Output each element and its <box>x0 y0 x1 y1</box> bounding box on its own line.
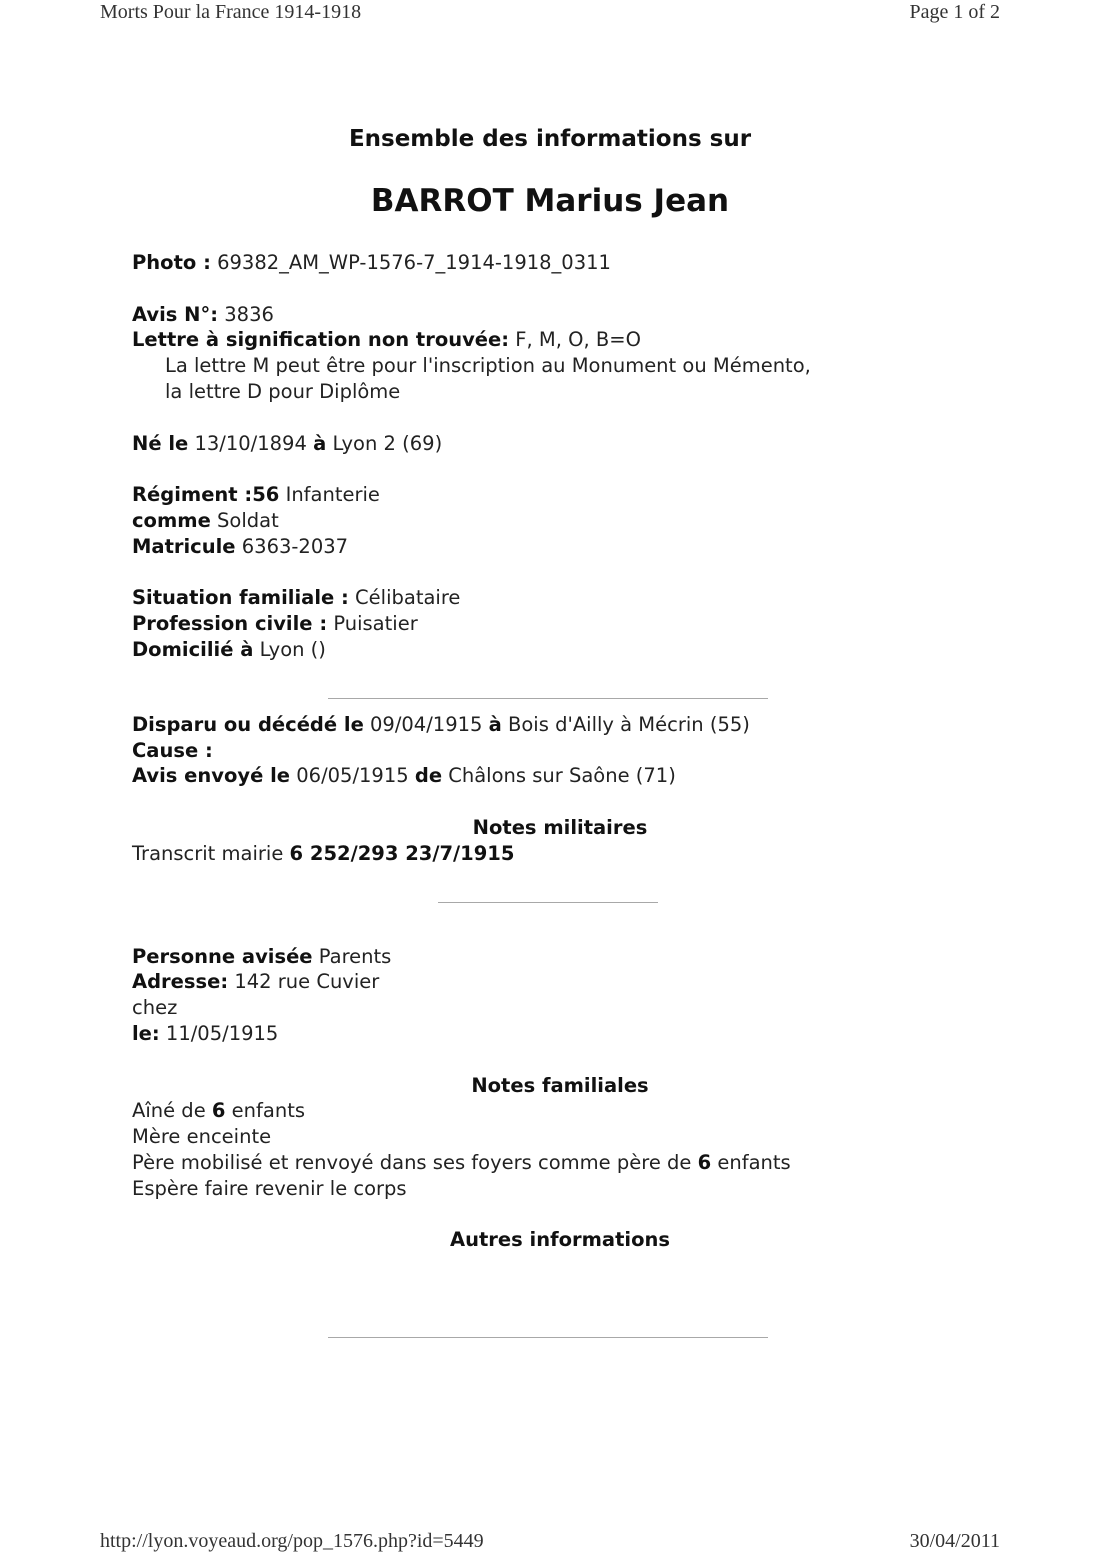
naissance-row <box>132 431 952 457</box>
profession-row <box>132 611 952 637</box>
regiment-number: 56 <box>252 483 280 507</box>
naissance-date: 13/10/1894 <box>194 431 307 455</box>
comme-row <box>132 508 952 534</box>
nf3-a: Père mobilisé et renvoyé dans ses foyers comme père de <box>132 1150 692 1174</box>
lettre-note-2: la lettre D pour Diplôme <box>165 379 401 403</box>
photo-label: Photo : <box>132 251 211 274</box>
le-label: le: <box>132 1021 160 1045</box>
deces-label: Disparu ou décédé le <box>132 712 364 736</box>
photo-row <box>132 250 952 276</box>
print-date: 30/04/2011 <box>909 1530 1000 1552</box>
deces-a: à <box>488 712 502 736</box>
page-number: Page 1 of 2 <box>909 1 1000 23</box>
le-row <box>132 1021 952 1047</box>
comme-value: Soldat <box>217 508 279 532</box>
deces-date: 09/04/1915 <box>370 712 483 736</box>
notes-familiales-line-4: Espère faire revenir le corps <box>132 1176 407 1200</box>
nf1-c: enfants <box>231 1099 306 1123</box>
regiment-row <box>132 482 952 508</box>
personne-value: Parents <box>318 944 392 968</box>
lettre-row <box>132 327 952 353</box>
cause-label: Cause : <box>132 738 213 762</box>
domicile-row <box>132 637 952 663</box>
nf3-b: 6 <box>697 1150 712 1174</box>
situation-row <box>132 585 952 611</box>
naissance-label: Né le <box>132 431 189 455</box>
lettre-value: F, M, O, B=O <box>515 328 641 352</box>
personne-row <box>132 944 952 970</box>
adresse-label: Adresse: <box>132 970 229 994</box>
naissance-lieu: Lyon 2 (69) <box>332 431 443 455</box>
lettre-label: Lettre à signification non trouvée: <box>132 328 510 352</box>
notes-familiales-heading: Notes familiales <box>471 1073 649 1097</box>
adresse-row <box>132 969 952 995</box>
avis-envoye-row <box>132 763 952 789</box>
page-url: http://lyon.voyeaud.org/pop_1576.php?id=5449 <box>100 1530 484 1552</box>
chez-row: chez <box>132 996 178 1020</box>
le-value: 11/05/1915 <box>165 1021 279 1045</box>
nf1-b: 6 <box>211 1099 226 1123</box>
profession-label: Profession civile : <box>132 612 328 636</box>
avis-label: Avis N°: <box>132 302 219 326</box>
person-name: BARROT Marius Jean <box>370 183 730 219</box>
domicile-label: Domicilié à <box>132 637 254 661</box>
notes-familiales-line-1 <box>132 1098 952 1124</box>
notes-militaires-heading: Notes militaires <box>472 815 648 839</box>
notes-familiales-line-3 <box>132 1150 952 1176</box>
avis-envoye-label: Avis envoyé le <box>132 764 291 788</box>
naissance-a: à <box>313 431 327 455</box>
matricule-row <box>132 534 952 560</box>
page-title: Ensemble des informations sur <box>348 126 752 152</box>
notes-militaires-prefix: Transcrit mairie <box>132 841 284 865</box>
notes-militaires-value: 6 252/293 23/7/1915 <box>289 841 515 865</box>
photo-value: 69382_AM_WP-1576-7_1914-1918_0311 <box>217 251 611 274</box>
deces-lieu: Bois d'Ailly à Mécrin (55) <box>508 712 750 736</box>
record-details <box>132 250 952 1338</box>
avis-envoye-de: de <box>414 764 443 788</box>
personne-label: Personne avisée <box>132 944 313 968</box>
notes-militaires-text <box>132 841 952 867</box>
avis-value: 3836 <box>224 302 274 326</box>
comme-label: comme <box>132 508 211 532</box>
situation-value: Célibataire <box>355 586 461 610</box>
regiment-value: Infanterie <box>285 483 380 507</box>
avis-row <box>132 302 952 328</box>
cause-row <box>132 738 952 764</box>
divider <box>328 1337 768 1338</box>
nf1-a: Aîné de <box>132 1099 206 1123</box>
situation-label: Situation familiale : <box>132 586 349 610</box>
deces-row <box>132 712 952 738</box>
avis-envoye-lieu: Châlons sur Saône (71) <box>448 764 676 788</box>
matricule-label: Matricule <box>132 534 236 558</box>
avis-envoye-date: 06/05/1915 <box>296 764 409 788</box>
profession-value: Puisatier <box>333 612 418 636</box>
adresse-value: 142 rue Cuvier <box>234 970 380 994</box>
lettre-note-1: La lettre M peut être pour l'inscription au Monument ou Mémento, <box>165 354 811 378</box>
regiment-label: Régiment : <box>132 483 253 507</box>
autres-informations-heading: Autres informations <box>450 1228 670 1252</box>
notes-familiales-line-2: Mère enceinte <box>132 1125 272 1149</box>
page-header-title: Morts Pour la France 1914-1918 <box>100 1 362 23</box>
matricule-value: 6363-2037 <box>241 534 349 558</box>
domicile-value: Lyon () <box>259 637 326 661</box>
nf3-c: enfants <box>717 1150 791 1174</box>
